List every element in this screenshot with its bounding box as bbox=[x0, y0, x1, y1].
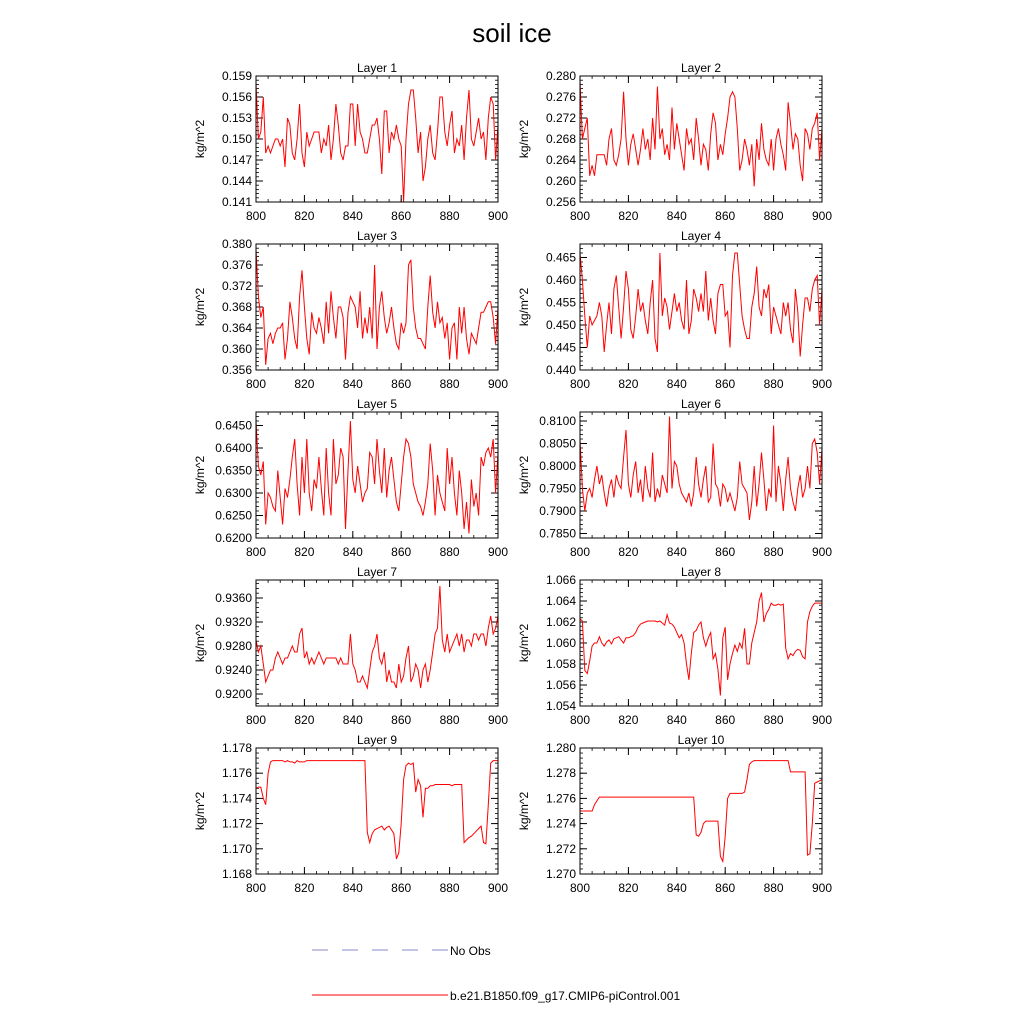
y-tick-label: 0.144 bbox=[221, 174, 252, 188]
y-tick-label: 0.368 bbox=[221, 300, 252, 314]
legend-obs-label: No Obs bbox=[450, 944, 491, 958]
y-tick-label: 0.256 bbox=[545, 195, 576, 209]
y-tick-label: 0.9360 bbox=[215, 591, 252, 605]
x-tick-label: 800 bbox=[245, 713, 267, 727]
series-line bbox=[580, 761, 822, 862]
x-tick-label: 900 bbox=[487, 881, 509, 895]
y-tick-label: 0.465 bbox=[545, 250, 576, 265]
y-axis-label: kg/m^2 bbox=[193, 623, 207, 663]
x-tick-label: 820 bbox=[294, 713, 315, 727]
x-tick-label: 840 bbox=[342, 377, 363, 391]
x-tick-label: 800 bbox=[569, 881, 591, 895]
x-tick-label: 840 bbox=[342, 545, 363, 559]
panel-title: Layer 10 bbox=[677, 733, 725, 747]
x-tick-label: 860 bbox=[715, 209, 736, 223]
y-tick-label: 0.6250 bbox=[215, 508, 252, 523]
y-tick-label: 0.6300 bbox=[215, 486, 252, 500]
series-line bbox=[256, 83, 498, 202]
series-line bbox=[256, 421, 498, 534]
y-tick-label: 0.376 bbox=[221, 258, 252, 272]
x-tick-label: 840 bbox=[666, 209, 687, 223]
y-tick-label: 1.176 bbox=[221, 766, 252, 781]
x-tick-label: 900 bbox=[811, 545, 833, 559]
panel-8 bbox=[517, 565, 832, 727]
y-tick-label: 0.268 bbox=[545, 132, 576, 146]
y-tick-label: 0.450 bbox=[545, 318, 576, 332]
panel-title: Layer 6 bbox=[680, 397, 722, 411]
x-tick-label: 880 bbox=[763, 881, 784, 895]
panel-title: Layer 2 bbox=[680, 61, 722, 75]
y-tick-label: 1.066 bbox=[545, 573, 576, 587]
y-axis-label: kg/m^2 bbox=[517, 791, 531, 831]
x-tick-label: 800 bbox=[245, 377, 267, 391]
plot-frame bbox=[580, 76, 822, 202]
x-tick-label: 800 bbox=[245, 545, 267, 559]
y-tick-label: 1.054 bbox=[545, 699, 576, 713]
y-tick-label: 1.172 bbox=[221, 816, 252, 831]
y-tick-label: 0.445 bbox=[545, 340, 576, 355]
panel-4 bbox=[517, 229, 832, 391]
panel-3 bbox=[193, 229, 508, 391]
x-tick-label: 820 bbox=[618, 713, 639, 727]
series-line bbox=[580, 253, 822, 357]
x-tick-label: 800 bbox=[245, 209, 267, 223]
x-tick-label: 840 bbox=[342, 209, 363, 223]
y-axis-label: kg/m^2 bbox=[517, 287, 531, 327]
y-axis-label: kg/m^2 bbox=[193, 455, 207, 495]
y-tick-label: 1.168 bbox=[221, 867, 252, 881]
y-axis-label: kg/m^2 bbox=[517, 119, 531, 159]
x-tick-label: 800 bbox=[569, 713, 591, 727]
x-tick-label: 880 bbox=[763, 209, 784, 223]
x-tick-label: 880 bbox=[763, 713, 784, 727]
y-tick-label: 0.150 bbox=[221, 132, 252, 146]
y-tick-label: 0.360 bbox=[221, 342, 252, 356]
panel-title: Layer 7 bbox=[356, 565, 398, 579]
x-tick-label: 840 bbox=[342, 881, 363, 895]
x-tick-label: 860 bbox=[391, 545, 412, 559]
x-tick-label: 880 bbox=[439, 881, 460, 895]
panel-title: Layer 5 bbox=[356, 397, 398, 411]
plot-frame bbox=[580, 244, 822, 370]
x-tick-label: 820 bbox=[618, 209, 639, 223]
panel-title: Layer 8 bbox=[680, 565, 722, 579]
panel-title: Layer 9 bbox=[356, 733, 398, 747]
plot-frame bbox=[256, 412, 498, 538]
y-tick-label: 1.062 bbox=[545, 615, 576, 629]
y-tick-label: 0.280 bbox=[545, 69, 576, 83]
x-tick-label: 860 bbox=[391, 881, 412, 895]
x-tick-label: 860 bbox=[391, 209, 412, 223]
y-tick-label: 1.270 bbox=[545, 867, 576, 881]
y-tick-label: 0.372 bbox=[221, 279, 252, 293]
x-tick-label: 860 bbox=[715, 713, 736, 727]
y-tick-label: 1.274 bbox=[545, 816, 576, 831]
x-tick-label: 840 bbox=[342, 713, 363, 727]
y-axis-label: kg/m^2 bbox=[193, 287, 207, 327]
y-tick-label: 0.9240 bbox=[215, 663, 252, 677]
x-tick-label: 880 bbox=[763, 377, 784, 391]
x-tick-label: 880 bbox=[439, 377, 460, 391]
y-tick-label: 0.8000 bbox=[539, 459, 576, 473]
y-axis-label: kg/m^2 bbox=[517, 455, 531, 495]
x-tick-label: 840 bbox=[666, 881, 687, 895]
plot-frame bbox=[580, 748, 822, 874]
panel-title: Layer 4 bbox=[680, 229, 722, 243]
y-tick-label: 1.280 bbox=[545, 741, 576, 755]
y-tick-label: 1.170 bbox=[221, 841, 252, 856]
y-tick-label: 0.380 bbox=[221, 237, 252, 251]
y-tick-label: 0.264 bbox=[545, 153, 576, 167]
plot-frame bbox=[256, 244, 498, 370]
y-tick-label: 1.056 bbox=[545, 678, 576, 692]
y-tick-label: 0.9320 bbox=[215, 615, 252, 629]
y-tick-label: 0.156 bbox=[221, 90, 252, 104]
y-tick-label: 0.6200 bbox=[215, 531, 252, 545]
y-tick-label: 0.6350 bbox=[215, 463, 252, 478]
x-tick-label: 820 bbox=[294, 377, 315, 391]
y-tick-label: 0.364 bbox=[221, 321, 252, 335]
y-tick-label: 0.356 bbox=[221, 363, 252, 377]
x-tick-label: 900 bbox=[811, 713, 833, 727]
figure-title: soil ice bbox=[472, 18, 552, 48]
x-tick-label: 820 bbox=[618, 881, 639, 895]
series-line bbox=[256, 586, 498, 688]
x-tick-label: 840 bbox=[666, 713, 687, 727]
panel-1 bbox=[193, 61, 508, 223]
y-tick-label: 1.060 bbox=[545, 636, 576, 650]
x-tick-label: 900 bbox=[487, 713, 509, 727]
y-tick-label: 0.6400 bbox=[215, 441, 252, 455]
y-tick-label: 1.064 bbox=[545, 594, 576, 608]
y-tick-label: 1.276 bbox=[545, 791, 576, 806]
panel-10 bbox=[517, 733, 832, 895]
x-tick-label: 820 bbox=[294, 209, 315, 223]
x-tick-label: 880 bbox=[439, 545, 460, 559]
x-tick-label: 900 bbox=[811, 881, 833, 895]
y-tick-label: 0.7850 bbox=[539, 526, 576, 541]
y-tick-label: 0.276 bbox=[545, 90, 576, 104]
y-tick-label: 0.272 bbox=[545, 111, 576, 125]
y-tick-label: 0.147 bbox=[221, 153, 252, 167]
y-tick-label: 1.058 bbox=[545, 657, 576, 671]
x-tick-label: 880 bbox=[763, 545, 784, 559]
x-tick-label: 820 bbox=[618, 545, 639, 559]
series-line bbox=[580, 417, 822, 521]
plot-frame bbox=[256, 748, 498, 874]
x-tick-label: 860 bbox=[391, 713, 412, 727]
panel-2 bbox=[517, 61, 832, 223]
x-tick-label: 900 bbox=[811, 377, 833, 391]
y-tick-label: 1.278 bbox=[545, 766, 576, 781]
series-line bbox=[256, 249, 498, 364]
y-axis-label: kg/m^2 bbox=[517, 623, 531, 663]
x-tick-label: 820 bbox=[294, 545, 315, 559]
y-axis-label: kg/m^2 bbox=[193, 791, 207, 831]
legend bbox=[312, 944, 680, 1003]
y-tick-label: 0.153 bbox=[221, 111, 252, 125]
panel-5 bbox=[193, 397, 508, 559]
y-tick-label: 0.9200 bbox=[215, 687, 252, 701]
y-axis-label: kg/m^2 bbox=[193, 119, 207, 159]
x-tick-label: 840 bbox=[666, 377, 687, 391]
y-tick-label: 0.460 bbox=[545, 273, 576, 287]
series-line bbox=[580, 593, 822, 696]
y-tick-label: 0.141 bbox=[221, 195, 252, 209]
y-tick-label: 1.174 bbox=[221, 791, 252, 806]
x-tick-label: 900 bbox=[487, 545, 509, 559]
y-tick-label: 0.455 bbox=[545, 295, 576, 310]
x-tick-label: 900 bbox=[811, 209, 833, 223]
y-tick-label: 0.440 bbox=[545, 363, 576, 377]
x-tick-label: 800 bbox=[245, 881, 267, 895]
y-tick-label: 1.178 bbox=[221, 741, 252, 755]
x-tick-label: 860 bbox=[715, 881, 736, 895]
x-tick-label: 820 bbox=[618, 377, 639, 391]
y-tick-label: 0.9280 bbox=[215, 639, 252, 653]
panel-7 bbox=[193, 565, 508, 727]
y-tick-label: 0.8050 bbox=[539, 436, 576, 451]
x-tick-label: 800 bbox=[569, 377, 591, 391]
x-tick-label: 860 bbox=[391, 377, 412, 391]
legend-model-label: b.e21.B1850.f09_g17.CMIP6-piControl.001 bbox=[450, 989, 681, 1003]
x-tick-label: 800 bbox=[569, 209, 591, 223]
y-tick-label: 1.272 bbox=[545, 841, 576, 856]
y-tick-label: 0.7900 bbox=[539, 504, 576, 518]
panel-title: Layer 3 bbox=[356, 229, 398, 243]
x-tick-label: 880 bbox=[439, 209, 460, 223]
x-tick-label: 860 bbox=[715, 545, 736, 559]
x-tick-label: 800 bbox=[569, 545, 591, 559]
panels bbox=[193, 61, 832, 895]
x-tick-label: 820 bbox=[294, 881, 315, 895]
series-line bbox=[256, 761, 498, 859]
y-tick-label: 0.6450 bbox=[215, 418, 252, 433]
panel-title: Layer 1 bbox=[356, 61, 398, 75]
plot-frame bbox=[256, 580, 498, 706]
x-tick-label: 900 bbox=[487, 209, 509, 223]
panel-9 bbox=[193, 733, 508, 895]
series-line bbox=[580, 81, 822, 186]
x-tick-label: 840 bbox=[666, 545, 687, 559]
x-tick-label: 900 bbox=[487, 377, 509, 391]
y-tick-label: 0.7950 bbox=[539, 481, 576, 496]
y-tick-label: 0.159 bbox=[221, 69, 252, 83]
x-tick-label: 860 bbox=[715, 377, 736, 391]
y-tick-label: 0.260 bbox=[545, 174, 576, 188]
y-tick-label: 0.8100 bbox=[539, 414, 576, 428]
panel-6 bbox=[517, 397, 832, 559]
plot-frame bbox=[256, 76, 498, 202]
x-tick-label: 880 bbox=[439, 713, 460, 727]
